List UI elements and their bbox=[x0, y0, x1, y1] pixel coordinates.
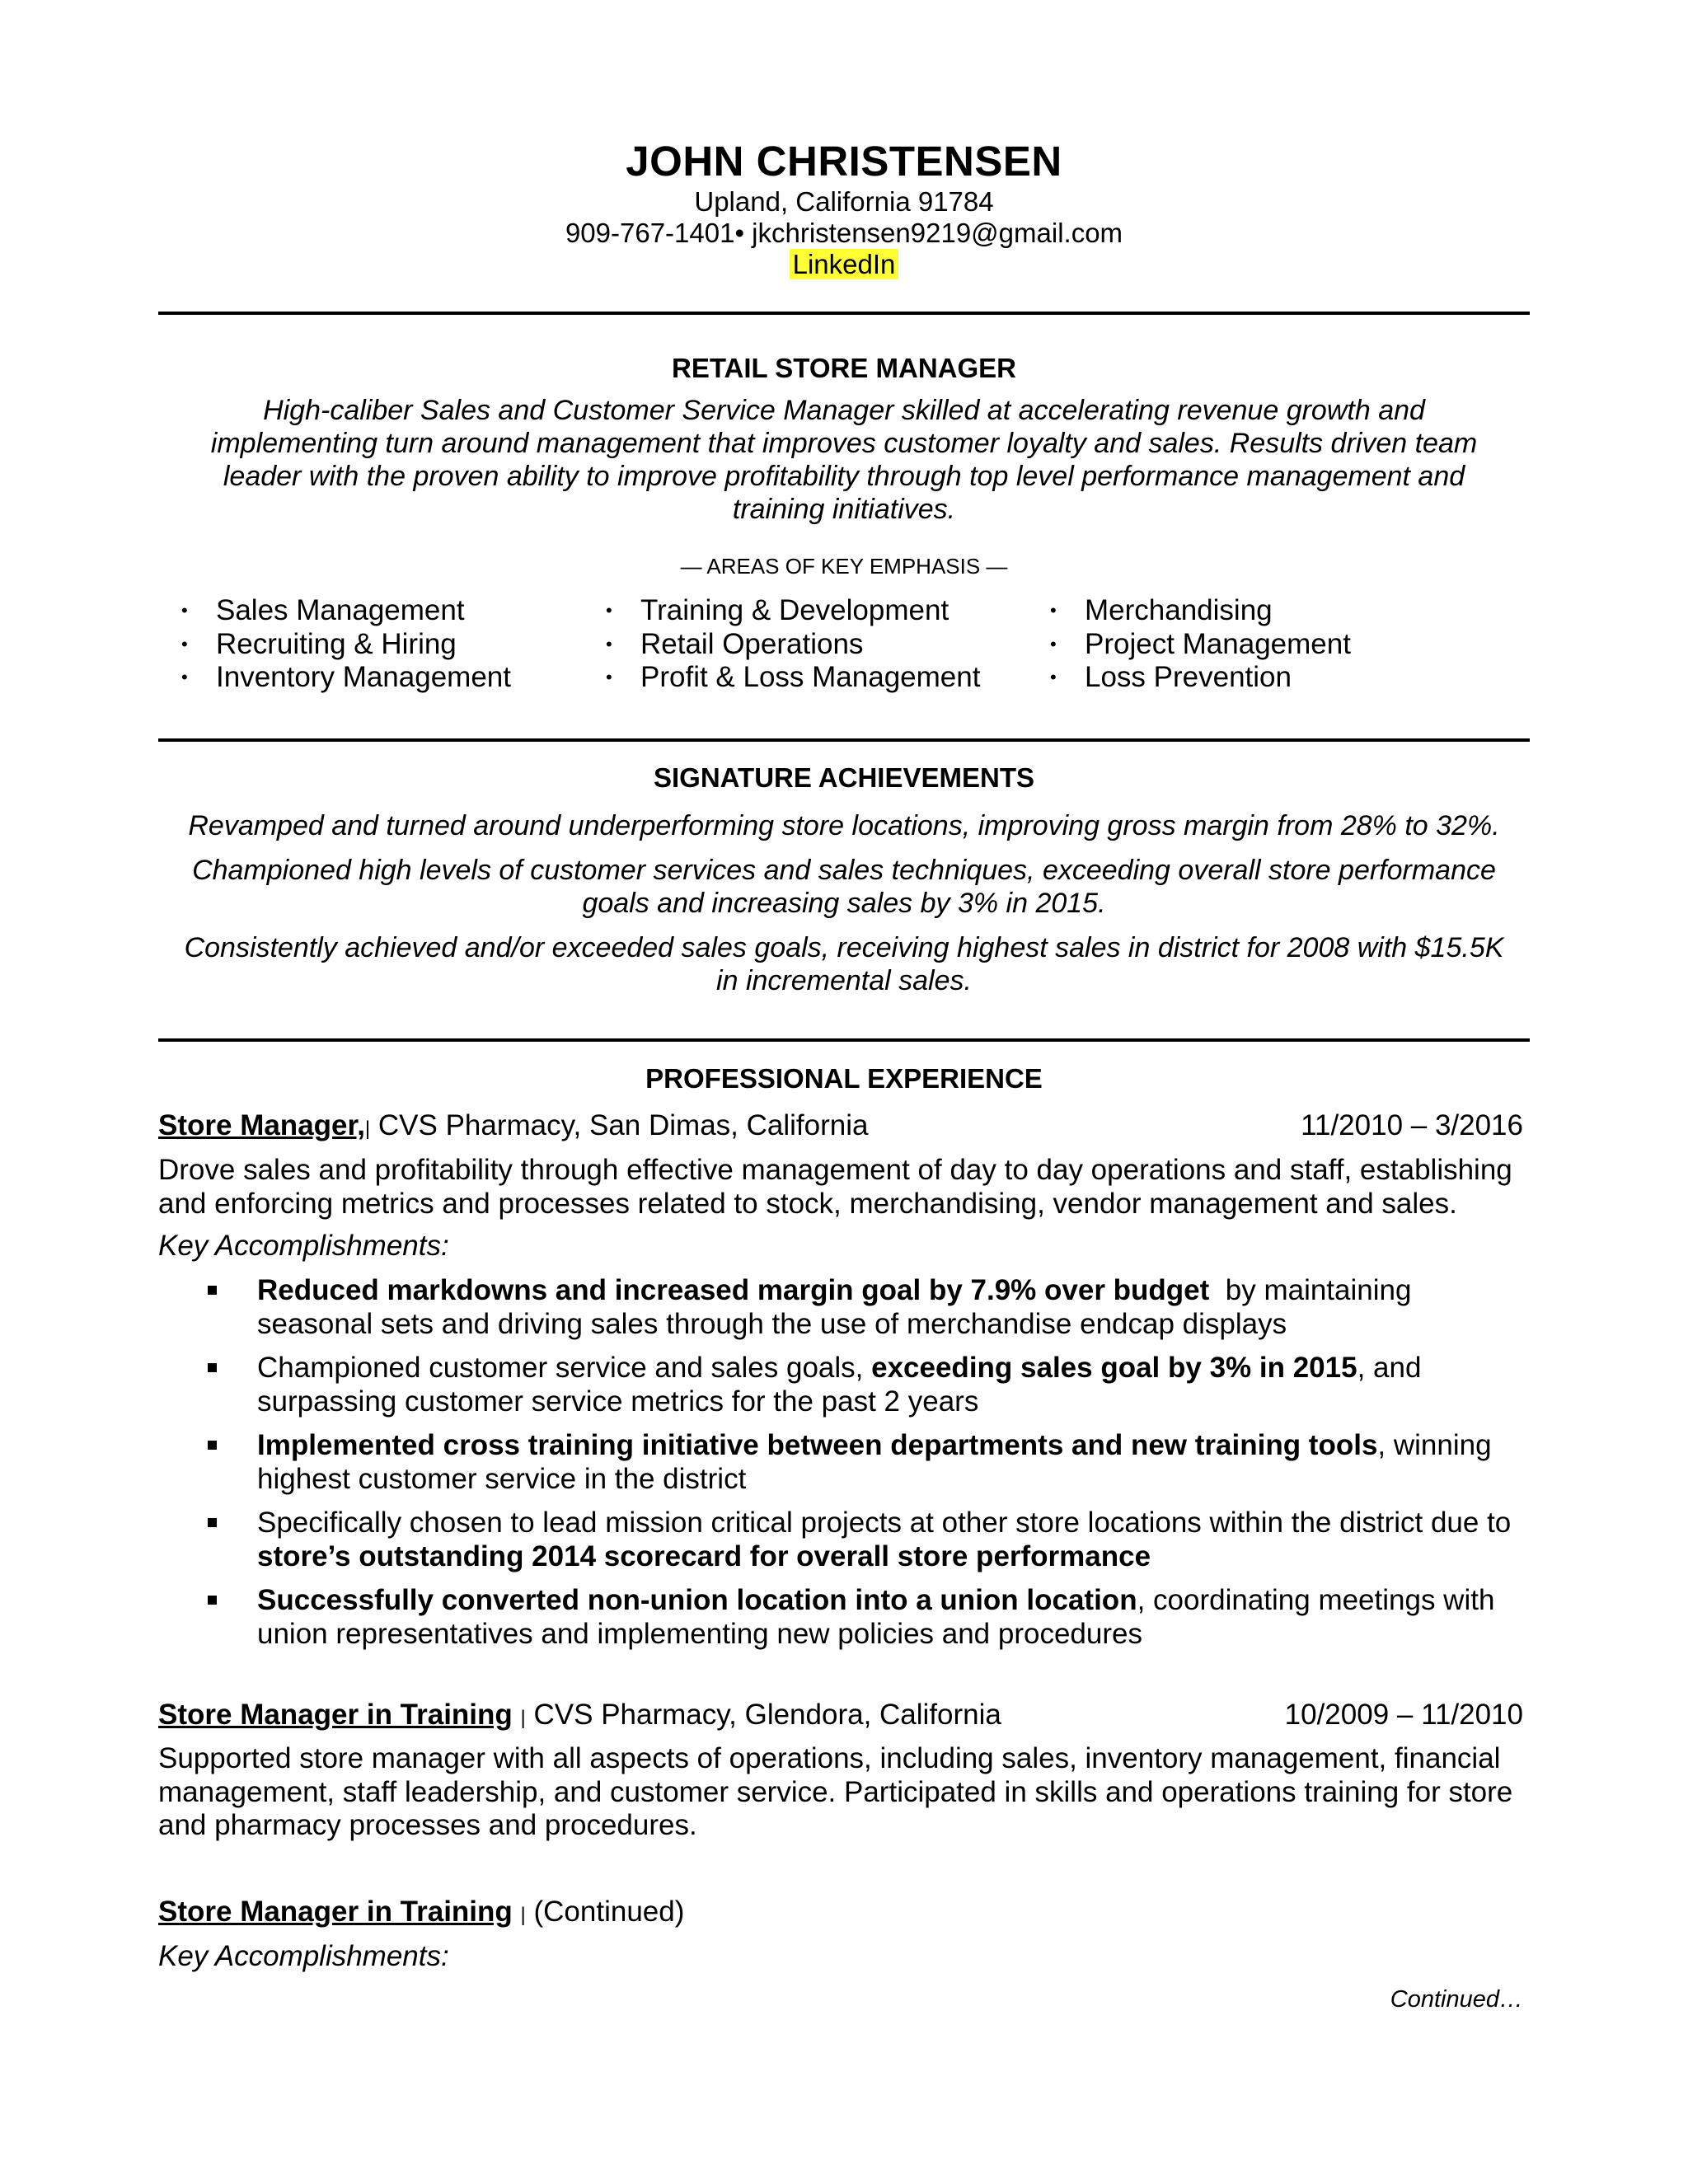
achievement-item: Consistently achieved and/or exceeded sales goals, receiving highest sales in district for 2008 with $15.5K in incremental sales. bbox=[184, 932, 1504, 996]
job-header: Store Manager in Training | CVS Pharmacy, Glendora, California 10/2009 – 11/2010 bbox=[158, 1699, 1523, 1731]
skill-item: • Merchandising bbox=[1050, 594, 1273, 626]
experience-title: PROFESSIONAL EXPERIENCE bbox=[645, 1063, 1043, 1094]
skill-item: • Profit & Loss Management bbox=[606, 661, 981, 693]
key-accomplishments-label: Key Accomplishments: bbox=[158, 1230, 449, 1262]
skill-item: • Sales Management bbox=[181, 594, 465, 626]
summary-line: High-caliber Sales and Customer Service Manager skilled at accelerating revenue growth and bbox=[263, 395, 1425, 426]
emphasis-label: — AREAS OF KEY EMPHASIS — bbox=[680, 554, 1008, 579]
divider bbox=[158, 312, 1530, 315]
linkedin-link[interactable]: LinkedIn bbox=[790, 249, 899, 279]
list-item: Reduced markdowns and increased margin goal by 7.9% over budget by maintaining seasonal sets and driving sales through the use of merchandise endcap displays bbox=[158, 1274, 1530, 1341]
list-item: Specifically chosen to lead mission critical projects at other store locations within the district due to store’s outstanding 2014 scorecard for overall store performance bbox=[158, 1507, 1530, 1573]
summary-line: training initiatives. bbox=[732, 494, 956, 525]
skill-item: • Retail Operations bbox=[606, 627, 864, 660]
square-bullet-icon bbox=[208, 1518, 217, 1527]
square-bullet-icon bbox=[208, 1363, 217, 1372]
candidate-name: JOHN CHRISTENSEN bbox=[626, 138, 1062, 185]
summary-line: leader with the proven ability to improve profitability through top level performance management and bbox=[223, 461, 1465, 492]
square-bullet-icon bbox=[208, 1286, 217, 1295]
accomplishments-list bbox=[158, 1274, 1530, 1661]
achievement-item: Championed high levels of customer services and sales techniques, exceeding overall store performance goals and increasing sales by 3% in 2015. bbox=[192, 855, 1496, 919]
summary-line: implementing turn around management that improves customer loyalty and sales. Results driven team bbox=[210, 428, 1478, 459]
divider bbox=[158, 738, 1530, 742]
square-bullet-icon bbox=[208, 1441, 217, 1450]
achievement-item: Revamped and turned around underperforming store locations, improving gross margin from 28% to 32%. bbox=[188, 810, 1500, 841]
list-item: Successfully converted non-union location into a union location, coordinating meetings with union representatives and implementing new policies and procedures bbox=[158, 1584, 1530, 1651]
continued-note: Continued… bbox=[1390, 1986, 1523, 2013]
achievements-title: SIGNATURE ACHIEVEMENTS bbox=[653, 762, 1035, 793]
skill-item: • Inventory Management bbox=[181, 661, 511, 693]
job-title: Store Manager in Training bbox=[158, 1699, 513, 1731]
key-accomplishments-label: Key Accomplishments: bbox=[158, 1940, 449, 1972]
job-title: Store Manager in Training bbox=[158, 1896, 513, 1928]
job-description: Drove sales and profitability through effective management of day to day operations and staff, establishing and enforcing metrics and processes related to stock, merchandising, vendor management and sales. bbox=[158, 1154, 1512, 1220]
skills-column-1 bbox=[158, 594, 511, 695]
divider bbox=[158, 1038, 1530, 1042]
skills-column-3 bbox=[1027, 594, 1351, 695]
job-note: (Continued) bbox=[533, 1896, 685, 1928]
skills-column-2 bbox=[583, 594, 980, 695]
job-title: Store Manager, bbox=[158, 1109, 365, 1141]
skill-item: • Loss Prevention bbox=[1050, 661, 1292, 693]
skill-item: • Project Management bbox=[1050, 627, 1351, 660]
job-header: Store Manager in Training | (Continued) bbox=[158, 1896, 685, 1928]
job-employer: CVS Pharmacy, Glendora, California bbox=[533, 1699, 1001, 1731]
profile-summary bbox=[0, 394, 1688, 526]
square-bullet-icon bbox=[208, 1596, 217, 1605]
contact-line: 909-767-1401• jkchristensen9219@gmail.com bbox=[565, 218, 1123, 248]
location: Upland, California 91784 bbox=[694, 186, 994, 217]
job-dates: 10/2009 – 11/2010 bbox=[1284, 1699, 1523, 1731]
skill-item: • Training & Development bbox=[606, 594, 950, 626]
list-item: Championed customer service and sales goals, exceeding sales goal by 3% in 2015, and surpassing customer service metrics for the past 2 years bbox=[158, 1352, 1530, 1418]
job-employer: CVS Pharmacy, San Dimas, California bbox=[377, 1109, 869, 1141]
job-dates: 11/2010 – 3/2016 bbox=[1301, 1109, 1523, 1141]
job-header: Store Manager,| CVS Pharmacy, San Dimas, California 11/2010 – 3/2016 bbox=[158, 1109, 1523, 1141]
skill-item: • Recruiting & Hiring bbox=[181, 627, 457, 660]
profile-title: RETAIL STORE MANAGER bbox=[671, 353, 1017, 383]
job-description: Supported store manager with all aspects of operations, including sales, inventory management, financial management, staff leadership, and customer service. Participated in skills and operations training for store and pharmacy processes and procedures. bbox=[158, 1742, 1513, 1841]
list-item: Implemented cross training initiative between departments and new training tools, winning highest customer service in the district bbox=[158, 1429, 1530, 1496]
